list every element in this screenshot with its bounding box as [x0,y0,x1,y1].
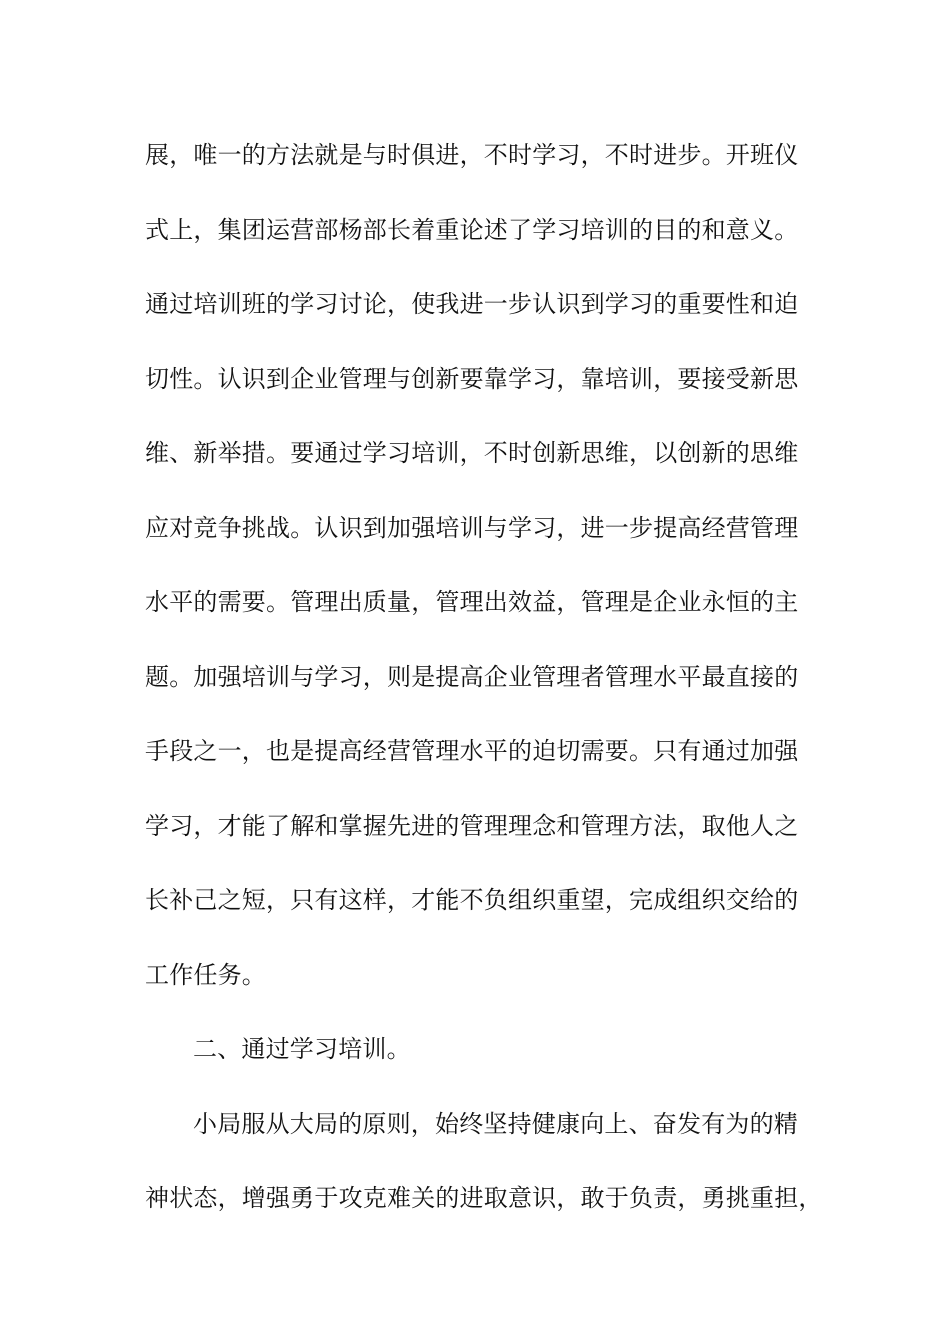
text-line: 神状态，增强勇于攻克难关的进取意识，敢于负责，勇挑重担， [145,1184,823,1212]
text-line: 通过培训班的学习讨论，使我进一步认识到学习的重要性和迫 [145,290,799,318]
text-line: 水平的需要。管理出质量，管理出效益，管理是企业永恒的主 [145,588,799,616]
body-text [145,130,823,1248]
text-line: 小局服从大局的原则，始终坚持健康向上、奋发有为的精 [193,1109,798,1138]
text-line: 学习，才能了解和掌握先进的管理理念和管理方法，取他人之 [145,811,799,840]
text-line: 长补己之短，只有这样，才能不负组织重望，完成组织交给的 [145,886,799,914]
text-line: 手段之一，也是提高经营管理水平的迫切需要。只有通过加强 [145,737,799,765]
text-line: 应对竞争挑战。认识到加强培训与学习，进一步提高经营管理 [145,513,799,542]
text-line: 题。加强培训与学习，则是提高企业管理者管理水平最直接的 [145,662,799,691]
text-line: 式上，集团运营部杨部长着重论述了学习培训的目的和意义。 [145,215,799,244]
text-line: 展，唯一的方法就是与时俱进，不时学习，不时进步。开班仪 [145,141,799,169]
text-line: 切性。认识到企业管理与创新要靠学习，靠培训，要接受新思 [145,364,799,393]
text-line: 维、新举措。要通过学习培训，不时创新思维，以创新的思维 [145,439,799,467]
text-line: 工作任务。 [145,960,266,989]
section-heading: 二、通过学习培训。 [193,1035,411,1063]
